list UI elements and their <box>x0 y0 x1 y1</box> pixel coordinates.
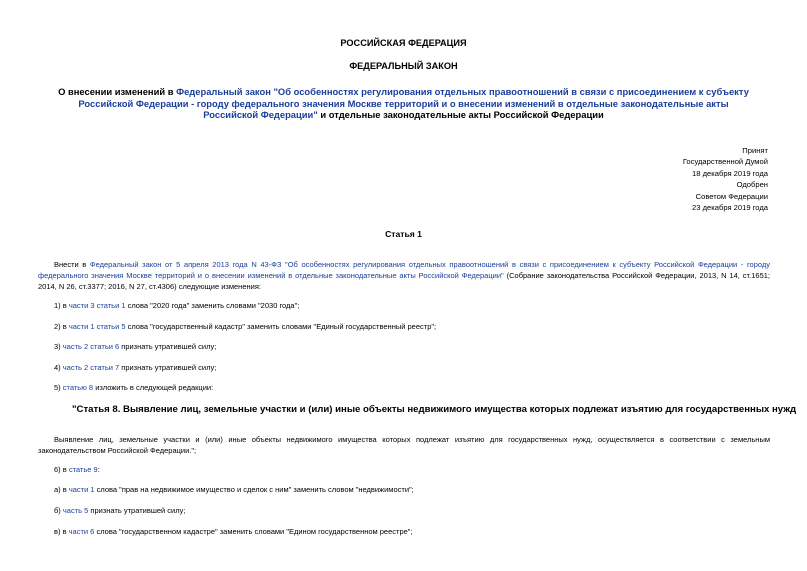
adoption-line: 23 декабря 2019 года <box>692 203 768 213</box>
list-item <box>54 465 100 475</box>
intro-law-link[interactable]: Федеральный закон от 5 апреля 2013 года N 43-ФЗ "Об особенностях регулирования отдельных правоотношений в связи с присоединением к субъекту Российской Федерации - городу федерального значения Москве территорий и о внесении изменений в отдельные законодательные акты Российской Федерации" <box>38 260 771 281</box>
item-prefix: в) в <box>54 527 69 536</box>
item-prefix: 3) <box>54 342 63 351</box>
list-item <box>54 301 299 311</box>
item-text: признать утратившей силу; <box>119 342 217 351</box>
item-link[interactable]: часть 2 статьи 7 <box>62 363 120 372</box>
item-link[interactable]: части 3 статьи 1 <box>68 301 126 310</box>
list-item <box>54 485 414 495</box>
item-link[interactable]: часть 5 <box>62 506 89 515</box>
item-prefix: 6) в <box>54 465 69 474</box>
item-prefix: 5) <box>54 383 63 392</box>
intro-suffix: (Собрание законодательства Российской Федерации, 2013, N 14, ст.1651; 2014, N 26, ст.3377; 2016, N 27, ст.4306) следующие изменения: <box>38 271 770 292</box>
item-link[interactable]: части 1 статьи 5 <box>68 322 126 331</box>
quoted-article-8-text: Выявление лиц, земельные участки и (или) иные объекты недвижимого имущества которых подлежат изъятию для государственных нужд, осуществляется в соответствии с земельным законодательством Российской Федерации."; <box>38 435 770 456</box>
item-link[interactable]: части 1 <box>68 485 95 494</box>
law-type-heading: ФЕДЕРАЛЬНЫЙ ЗАКОН <box>349 61 458 71</box>
adoption-line: Одобрен <box>736 180 768 190</box>
adoption-block <box>608 145 768 213</box>
item-text: слова "прав на недвижимое имущество и сделок с ним" заменить словом "недвижимости"; <box>94 485 414 494</box>
item-link[interactable]: статье 9 <box>68 465 98 474</box>
item-text: слова "государственном кадастре" заменить словами "Едином государственном реестре"; <box>94 527 413 536</box>
country-heading: РОССИЙСКАЯ ФЕДЕРАЦИЯ <box>340 38 467 48</box>
item-link[interactable]: части 6 <box>68 527 95 536</box>
item-text: признать утратившей силу; <box>119 363 217 372</box>
law-title-link[interactable]: Федеральный закон "Об особенностях регулирования отдельных правоотношений в связи с присоединением к субъекту Российской Федерации - городу федерального значения Москве территорий и о внесении изменений в отдельные законодательные акты Российской Федерации" <box>78 86 749 120</box>
list-item <box>54 342 216 352</box>
intro-prefix: Внести в <box>54 260 90 269</box>
item-prefix: б) <box>54 506 63 515</box>
article-1-heading: Статья 1 <box>385 229 422 239</box>
list-item <box>54 527 413 537</box>
list-item <box>54 322 436 332</box>
list-item <box>54 363 216 373</box>
law-title-suffix: и отдельные законодательные акты Российской Федерации <box>317 109 604 120</box>
item-prefix: 1) в <box>54 301 69 310</box>
adoption-line: Принят <box>742 146 768 155</box>
item-prefix: 4) <box>54 363 63 372</box>
item-text: слова "2020 года" заменить словами "2030 года"; <box>125 301 300 310</box>
item-text: признать утратившей силу; <box>88 506 186 515</box>
article-1-intro <box>38 259 770 293</box>
item-prefix: а) в <box>54 485 69 494</box>
item-link[interactable]: статью 8 <box>62 383 94 392</box>
law-title <box>50 86 757 121</box>
item-prefix: 2) в <box>54 322 69 331</box>
list-item <box>54 506 185 516</box>
list-item <box>54 383 213 393</box>
adoption-line: 18 декабря 2019 года <box>692 168 768 178</box>
item-text: слова "государственный кадастр" заменить словами "Единый государственный реестр"; <box>125 322 437 331</box>
item-link[interactable]: часть 2 статьи 6 <box>62 342 120 351</box>
item-text: изложить в следующей редакции: <box>93 383 214 392</box>
law-title-prefix: О внесении изменений в <box>58 86 177 97</box>
quoted-article-8-heading: "Статья 8. Выявление лиц, земельные участки и (или) иные объекты недвижимого имущества которых подлежат изъятию для государственных нужд <box>72 404 797 415</box>
adoption-line: Советом Федерации <box>695 191 768 201</box>
adoption-line: Государственной Думой <box>682 157 768 167</box>
item-text: : <box>97 465 100 474</box>
